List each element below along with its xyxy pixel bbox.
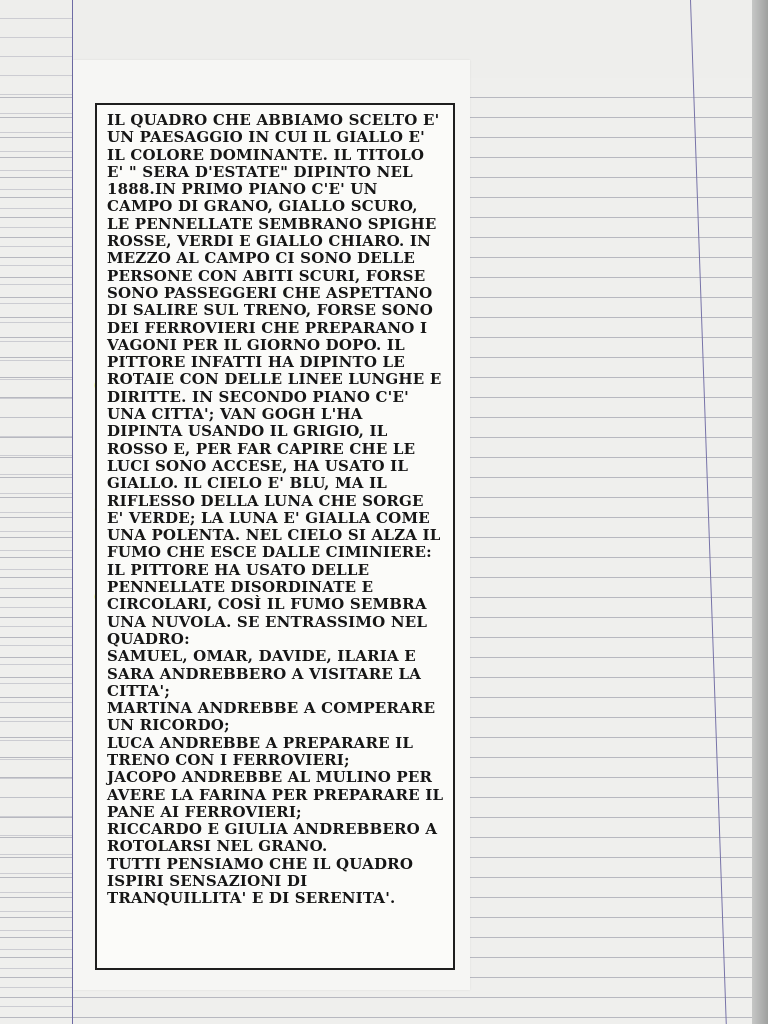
photo-text: IL QUADRO CHE ABBIAMO SCELTO E' UN PAESAGGIO IN CUI IL GIALLO E' IL COLORE DOMINANTE. IL TITOLO E' " SERA D'ESTATE" DIPINTO NEL 1888.IN PRIMO PIANO C'E' UN CAMPO DI GRANO, GIALLO SCURO, LE PENNELLATE SEMBRANO SPIGHE ROSSE, VERDI E GIALLO CHIARO. IN MEZZO AL CAMPO CI SONO DELLE PERSONE CON ABITI SCURI, FORSE SONO PASSEGGERI CHE ASPETTANO DI SALIRE SUL TRENO, FORSE SONO DEI FERROVIERI CHE PREPARANO I VAGONI PER IL GIORNO DOPO. IL PITTORE INFATTI HA DIPINTO LE ROTAIE CON DELLE LINEE LUNGHE E DIRITTE. IN SECONDO PIANO C'E' UNA CITTA'; VAN GOGH L'HA DIPINTA USANDO IL GRIGIO, IL ROSSO E, PER FAR CAPIRE CHE LE LUCI SONO ACCESE, HA USATO IL GIALLO. IL CIELO E' BLU, MA IL RIFLESSO DELLA LUNA CHE SORGE E' VERDE; LA LUNA E' GIALLA COME UNA POLENTA. NEL CIELO SI ALZA IL FUMO CHE ESCE DALLE CIMINIERE: IL PITTORE HA USATO DELLE PENNELLATE DISORDINATE E CIRCOLARI, COSÌ IL FUMO SEMBRA UNA NUVOLA. SE ENTRASSIMO NEL QUADRO: SAMUEL, OMAR, DAVIDE, ILARIA E SARA ANDREBBERO A VISITARE LA CITTA'; MARTINA ANDREBBE A COMPERARE UN RICORDO; LUCA ANDREBBE A PREPARARE IL TRENO CON I FERROVIERI; JACOPO ANDREBBE AL MULINO PER AVERE LA FARINA PER PREPARARE IL PANE AI FERROVIERI; RICCARDO E GIULIA ANDREBBERO A ROTOLARSI NEL GRANO. TUTTI PENSIAMO CHE IL QUADRO ISPIRI SENSAZIONI DI TRANQUILLITA' E DI SERENITA'.	[107, 111, 444, 908]
typed-text-box	[95, 103, 455, 970]
pasted-paper-slip	[73, 60, 470, 990]
left-margin-lines	[0, 0, 72, 1024]
page-edge-shadow	[752, 0, 768, 1024]
right-margin-rule	[690, 0, 727, 1024]
